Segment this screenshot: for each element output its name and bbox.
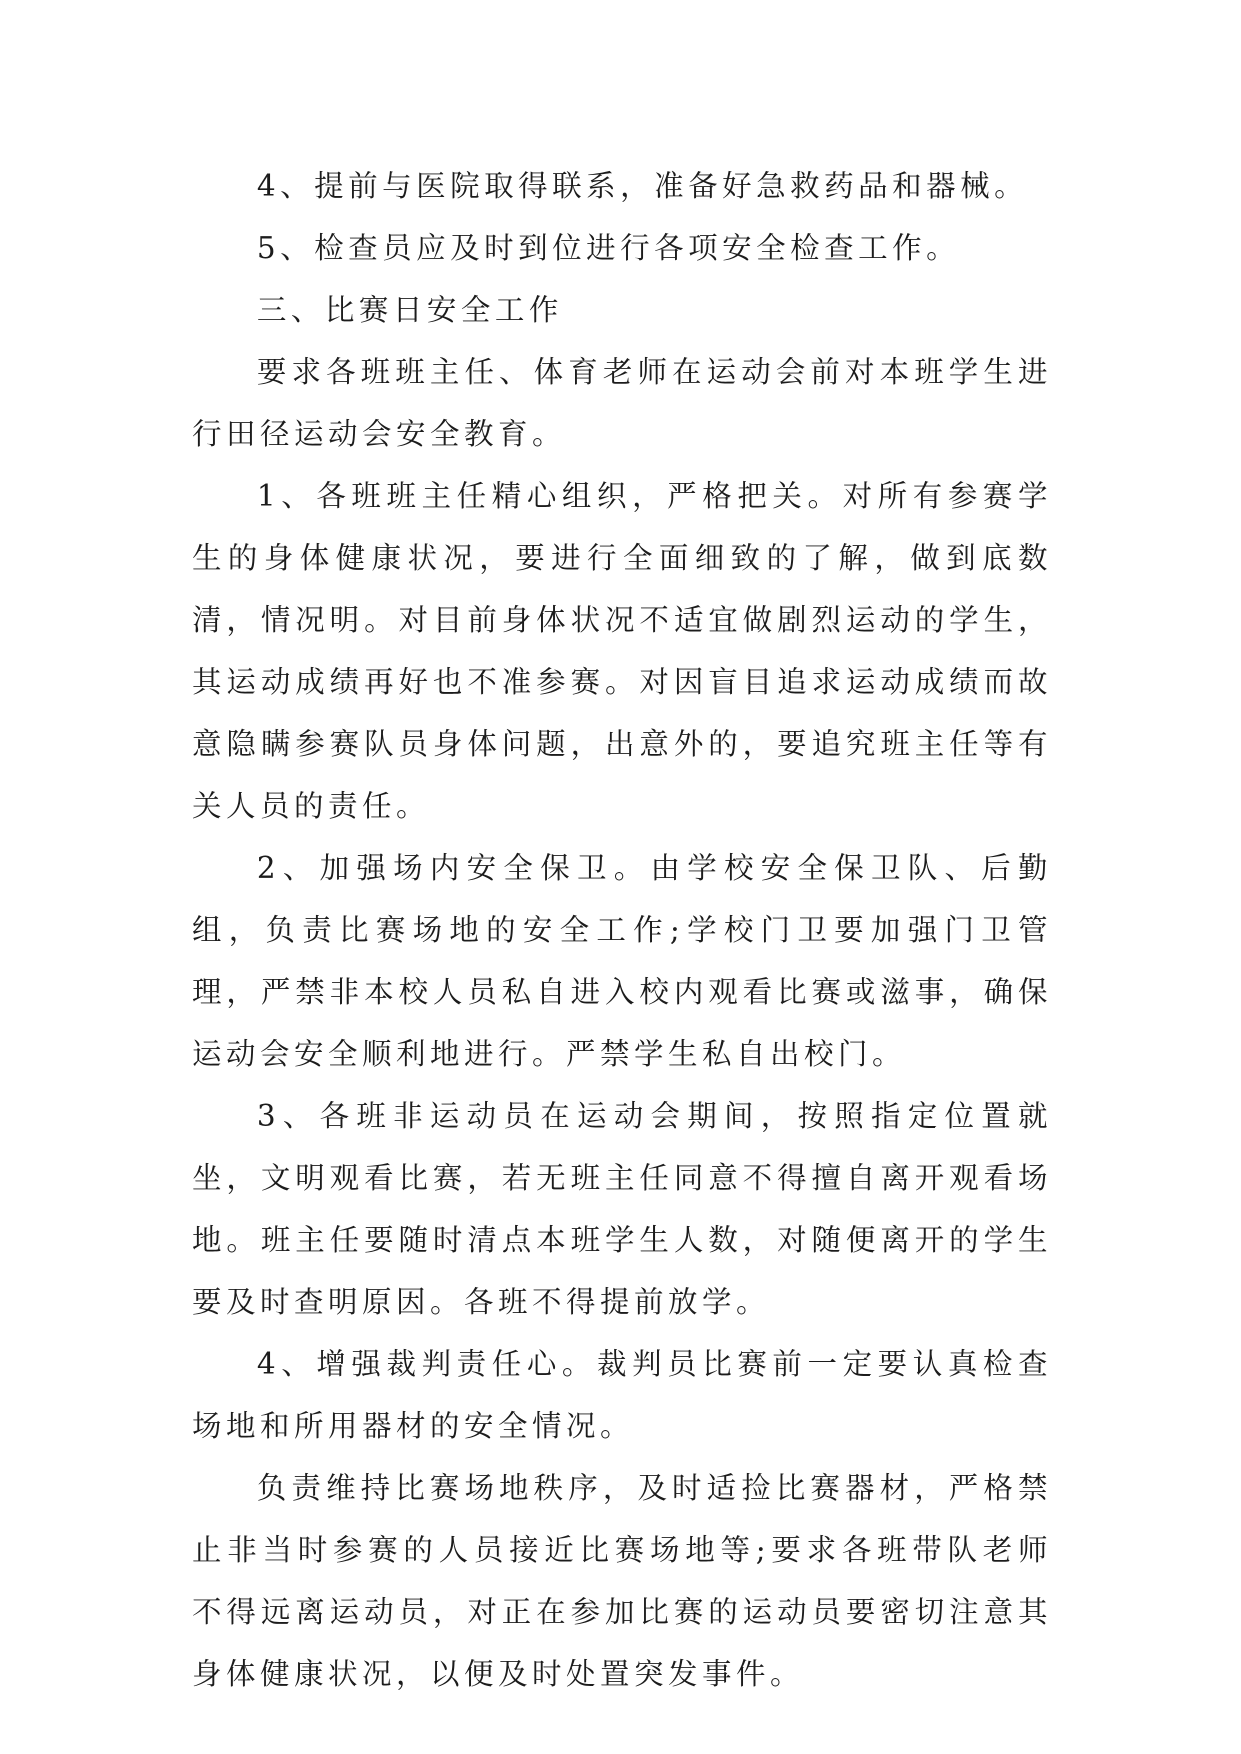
paragraph-item-5-inspectors: 5、检查员应及时到位进行各项安全检查工作。 — [256, 231, 961, 265]
paragraph-item-4-hospital: 4、提前与医院取得联系，准备好急救药品和器械。 — [256, 169, 1029, 203]
document-page — [192, 155, 1052, 1705]
section-heading-race-day-safety: 三、比赛日安全工作 — [256, 293, 563, 327]
paragraph-item-2-venue-security: 2、加强场内安全保卫。由学校安全保卫队、后勤组，负责比赛场地的安全工作;学校门卫要加强门卫管理，严禁非本校人员私自进入校内观看比赛或滋事，确保运动会安全顺利地进行。严禁学生私自出校门。 — [192, 851, 1052, 1071]
paragraph-item-1-class-teachers: 1、各班班主任精心组织，严格把关。对所有参赛学生的身体健康状况，要进行全面细致的了解，做到底数清，情况明。对目前身体状况不适宜做剧烈运动的学生，其运动成绩再好也不准参赛。对因盲目追求运动成绩而故意隐瞒参赛队员身体问题，出意外的，要追究班主任等有关人员的责任。 — [192, 479, 1052, 823]
paragraph-item-4-referees: 4、增强裁判责任心。裁判员比赛前一定要认真检查场地和所用器材的安全情况。 — [192, 1347, 1052, 1443]
paragraph-venue-order: 负责维持比赛场地秩序，及时适捡比赛器材，严格禁止非当时参赛的人员接近比赛场地等;要求各班带队老师不得远离运动员，对正在参加比赛的运动员要密切注意其身体健康状况，以便及时处置突发事件。 — [192, 1471, 1052, 1691]
paragraph-safety-education: 要求各班班主任、体育老师在运动会前对本班学生进行田径运动会安全教育。 — [192, 355, 1052, 451]
paragraph-item-3-spectators: 3、各班非运动员在运动会期间，按照指定位置就坐，文明观看比赛，若无班主任同意不得擅自离开观看场地。班主任要随时清点本班学生人数，对随便离开的学生要及时查明原因。各班不得提前放学。 — [192, 1099, 1052, 1319]
